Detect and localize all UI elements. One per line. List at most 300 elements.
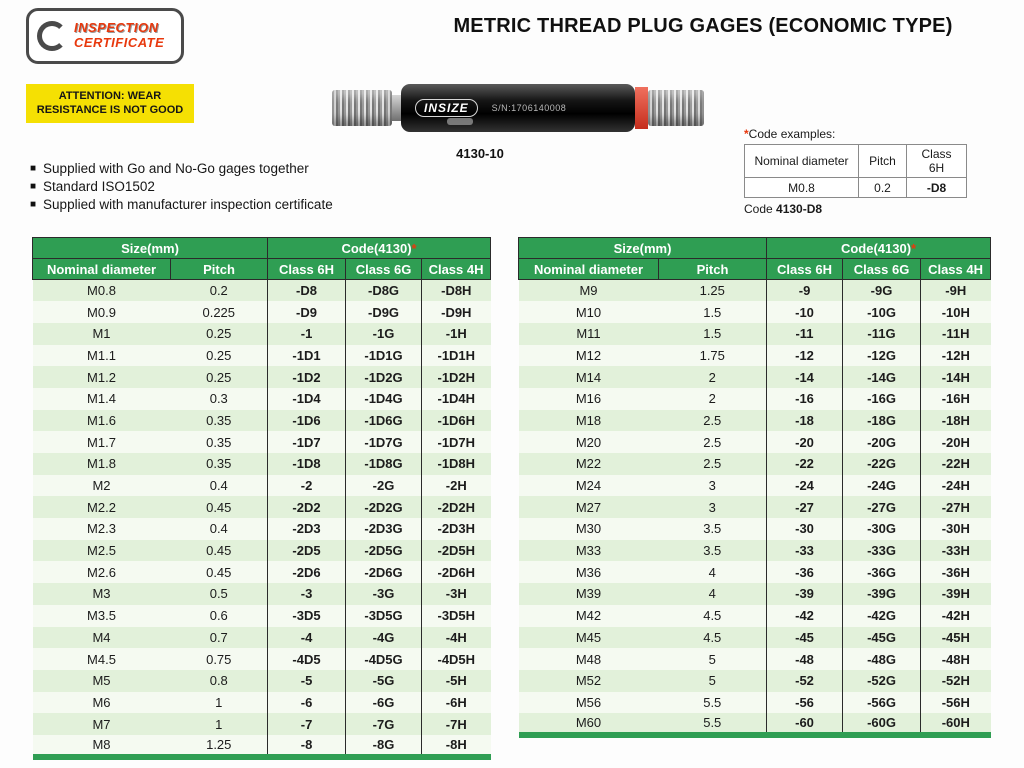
size-cell: M30: [575, 521, 602, 537]
size-cell: 0.45: [206, 543, 232, 559]
size-cell: 2: [708, 369, 716, 385]
no-go-red-band: [635, 87, 648, 129]
product-photo-thread-plug-gage: [332, 78, 704, 138]
feature-text: Standard ISO1502: [43, 179, 155, 194]
code-cell: -1D6G: [346, 410, 422, 432]
code-cell: -D8: [268, 280, 346, 302]
size-cell: 1.25: [699, 283, 725, 299]
table-row: [33, 475, 491, 497]
model-caption: 4130-10: [456, 146, 504, 161]
code-examples-label: Code examples:: [748, 127, 836, 141]
code-cell: -2D5H: [422, 540, 491, 562]
size-cell: 4.5: [703, 608, 722, 624]
size-code-table-right: [518, 237, 991, 738]
code-cell: -8G: [346, 735, 422, 757]
code-cell: -2D6G: [346, 561, 422, 583]
size-group-header: Size(mm): [33, 238, 268, 259]
feature-item: [30, 179, 333, 194]
feature-item: [30, 197, 333, 212]
code-cell: -7H: [422, 713, 491, 735]
code-cell: -2G: [346, 475, 422, 497]
size-cell: 0.5: [209, 586, 228, 602]
size-cell: 0.25: [206, 369, 232, 385]
size-cell: 0.25: [206, 347, 232, 363]
size-cell: M48: [575, 651, 602, 667]
col-header-nominal-diameter: Nominal diameter: [519, 259, 659, 280]
code-cell: -2: [268, 475, 346, 497]
code-cell: -14H: [921, 366, 991, 388]
gage-collar-left: [392, 95, 401, 121]
code-examples-table: [744, 144, 967, 198]
code-cell: -1D4H: [422, 388, 491, 410]
table-row: [519, 518, 991, 540]
size-cell: M45: [575, 629, 602, 645]
code-cell: -48: [767, 648, 843, 670]
group-header-row: [519, 238, 991, 259]
table-row: [33, 583, 491, 605]
code-cell: -27H: [921, 496, 991, 518]
size-cell: 2.5: [703, 456, 722, 472]
code-cell: -22H: [921, 453, 991, 475]
col-header-class-6g: Class 6G: [843, 259, 921, 280]
size-cell: M33: [575, 543, 602, 559]
code-group-header: Code(4130)*: [268, 238, 491, 259]
code-cell: -5H: [422, 670, 491, 692]
size-group-header: Size(mm): [519, 238, 767, 259]
code-cell: -30G: [843, 518, 921, 540]
table-row: [33, 670, 491, 692]
code-cell: -39H: [921, 583, 991, 605]
table-row: [33, 627, 491, 649]
code-cell: -4H: [422, 627, 491, 649]
size-cell: 1: [215, 716, 223, 732]
bullet-square-icon: ■: [30, 181, 37, 192]
code-cell: -9G: [843, 280, 921, 302]
size-cell: 0.25: [206, 326, 232, 342]
size-cell: M7: [92, 716, 111, 732]
col-header-class-4h: Class 4H: [422, 259, 491, 280]
code-cell: -12: [767, 345, 843, 367]
code-cell: -9: [767, 280, 843, 302]
code-cell: -18G: [843, 410, 921, 432]
size-cell: M1.1: [87, 347, 116, 363]
ce-header-pitch: Pitch: [859, 145, 907, 178]
code-cell: -52H: [921, 670, 991, 692]
code-cell: -33H: [921, 540, 991, 562]
code-cell: -1D1H: [422, 345, 491, 367]
code-cell: -D8H: [422, 280, 491, 302]
code-cell: -4: [268, 627, 346, 649]
size-cell: M5: [92, 673, 111, 689]
code-cell: -4D5H: [422, 648, 491, 670]
size-cell: M22: [575, 456, 602, 472]
code-cell: -60G: [843, 713, 921, 735]
code-cell: -7: [268, 713, 346, 735]
code-cell: -1G: [346, 323, 422, 345]
gage-handle-body: [401, 84, 635, 132]
code-cell: -10H: [921, 301, 991, 323]
size-cell: 0.45: [206, 499, 232, 515]
size-cell: 0.2: [209, 283, 228, 299]
table-row: [33, 496, 491, 518]
size-cell: 0.225: [202, 304, 236, 320]
size-cell: M3.5: [87, 608, 116, 624]
code-cell: -27: [767, 496, 843, 518]
size-cell: 1.5: [703, 304, 722, 320]
size-cell: 2.5: [703, 434, 722, 450]
code-cell: -42G: [843, 605, 921, 627]
size-cell: 0.35: [206, 456, 232, 472]
code-cell: -1D2G: [346, 366, 422, 388]
table-row: [519, 692, 991, 714]
table-row: [519, 561, 991, 583]
table-row: [33, 431, 491, 453]
inspection-certificate-logo: [26, 8, 184, 64]
code-cell: -56: [767, 692, 843, 714]
code-cell: -45: [767, 627, 843, 649]
size-cell: 4.5: [703, 629, 722, 645]
table-row: [33, 713, 491, 735]
col-header-class-6g: Class 6G: [346, 259, 422, 280]
size-cell: M56: [575, 694, 602, 710]
asterisk-marker: *: [744, 127, 749, 141]
handle-slot: [447, 118, 473, 125]
code-cell: -1D7H: [422, 431, 491, 453]
size-cell: 0.7: [209, 629, 228, 645]
serial-number: S/N:1706140008: [491, 103, 567, 113]
code-cell: -D9: [268, 301, 346, 323]
col-header-pitch: Pitch: [659, 259, 767, 280]
code-cell: -1D7G: [346, 431, 422, 453]
size-cell: M36: [575, 564, 602, 580]
warning-line1: ATTENTION: WEAR: [58, 90, 162, 102]
size-cell: M1: [92, 326, 111, 342]
size-cell: 2.5: [703, 412, 722, 428]
code-cell: -3D5: [268, 605, 346, 627]
table-row: [33, 692, 491, 714]
code-examples-label-row: [744, 127, 967, 141]
size-cell: 0.4: [209, 521, 228, 537]
code-cell: -8: [268, 735, 346, 757]
code-cell: -52: [767, 670, 843, 692]
table-row: [33, 735, 491, 757]
table-row: [33, 561, 491, 583]
code-cell: -1D1: [268, 345, 346, 367]
size-cell: 1.75: [699, 347, 725, 363]
code-cell: -2D5G: [346, 540, 422, 562]
code-cell: -14: [767, 366, 843, 388]
size-cell: M1.2: [87, 369, 116, 385]
column-header-row: [33, 259, 491, 280]
code-result-line: [744, 202, 967, 216]
size-cell: M3: [92, 586, 111, 602]
code-cell: -3H: [422, 583, 491, 605]
code-cell: -6G: [346, 692, 422, 714]
code-cell: -1H: [422, 323, 491, 345]
go-thread-end: [332, 90, 392, 126]
table-row: [519, 475, 991, 497]
code-cell: -D9G: [346, 301, 422, 323]
size-cell: 3: [708, 499, 716, 515]
code-cell: -7G: [346, 713, 422, 735]
code-cell: -9H: [921, 280, 991, 302]
table-row: [519, 410, 991, 432]
size-cell: 0.4: [209, 478, 228, 494]
table-row: [33, 540, 491, 562]
code-cell: -4D5: [268, 648, 346, 670]
code-cell: -D8G: [346, 280, 422, 302]
size-cell: 4: [708, 564, 716, 580]
table-row: [519, 627, 991, 649]
code-cell: -36H: [921, 561, 991, 583]
feature-text: Supplied with manufacturer inspection certificate: [43, 197, 333, 212]
code-cell: -45H: [921, 627, 991, 649]
code-cell: -20G: [843, 431, 921, 453]
size-cell: 5: [708, 673, 716, 689]
code-cell: -5G: [346, 670, 422, 692]
code-cell: -8H: [422, 735, 491, 757]
ce-value-nominal-diameter: M0.8: [745, 178, 859, 198]
code-cell: -1: [268, 323, 346, 345]
table-row: [33, 301, 491, 323]
size-cell: M4.5: [87, 651, 116, 667]
size-cell: 1.25: [206, 736, 232, 752]
table-row: [33, 518, 491, 540]
code-cell: -5: [268, 670, 346, 692]
table-row: [519, 453, 991, 475]
code-cell: -4G: [346, 627, 422, 649]
col-header-pitch: Pitch: [171, 259, 268, 280]
code-cell: -1D8G: [346, 453, 422, 475]
table-row: [519, 280, 991, 302]
size-cell: M16: [575, 391, 602, 407]
wear-warning-banner: [26, 84, 194, 123]
size-cell: 1.5: [703, 326, 722, 342]
table-row: [519, 366, 991, 388]
code-examples-header-row: [745, 145, 967, 178]
code-cell: -36: [767, 561, 843, 583]
bullet-square-icon: ■: [30, 199, 37, 210]
ce-header-nominal-diameter: Nominal diameter: [745, 145, 859, 178]
table-row: [519, 670, 991, 692]
code-cell: -20H: [921, 431, 991, 453]
code-cell: -1D4: [268, 388, 346, 410]
table-row: [33, 345, 491, 367]
code-cell: -11G: [843, 323, 921, 345]
code-cell: -D9H: [422, 301, 491, 323]
size-cell: M10: [575, 304, 602, 320]
table-row: [519, 605, 991, 627]
code-cell: -24: [767, 475, 843, 497]
code-cell: -2D3G: [346, 518, 422, 540]
size-cell: M1.4: [87, 391, 116, 407]
table-row: [33, 366, 491, 388]
code-cell: -2D3H: [422, 518, 491, 540]
code-cell: -3: [268, 583, 346, 605]
table-row: [33, 410, 491, 432]
ce-value-class-6h: -D8: [907, 178, 967, 198]
table-row: [519, 648, 991, 670]
size-cell: 5.5: [703, 715, 722, 731]
size-cell: M0.8: [87, 283, 116, 299]
code-cell: -2D2G: [346, 496, 422, 518]
size-cell: 1: [215, 694, 223, 710]
code-cell: -56G: [843, 692, 921, 714]
certificate-seal-icon: [37, 21, 67, 51]
col-header-class-6h: Class 6H: [767, 259, 843, 280]
code-cell: -20: [767, 431, 843, 453]
size-cell: 0.75: [206, 651, 232, 667]
size-cell: 0.35: [206, 434, 232, 450]
code-cell: -2D3: [268, 518, 346, 540]
size-cell: 0.45: [206, 564, 232, 580]
code-cell: -1D2H: [422, 366, 491, 388]
table-row: [519, 496, 991, 518]
col-header-class-6h: Class 6H: [268, 259, 346, 280]
size-cell: M24: [575, 478, 602, 494]
asterisk-marker: *: [411, 240, 417, 256]
size-cell: 5.5: [703, 694, 722, 710]
size-cell: M2.3: [87, 521, 116, 537]
size-cell: M60: [575, 715, 602, 731]
bullet-square-icon: ■: [30, 163, 37, 174]
code-cell: -2H: [422, 475, 491, 497]
code-cell: -33G: [843, 540, 921, 562]
table-row: [33, 648, 491, 670]
code-cell: -60: [767, 713, 843, 735]
size-cell: M6: [92, 694, 111, 710]
certificate-logo-line1: INSPECTION: [74, 20, 159, 36]
table-row: [519, 323, 991, 345]
size-cell: M2.6: [87, 564, 116, 580]
code-cell: -14G: [843, 366, 921, 388]
group-header-row: [33, 238, 491, 259]
code-cell: -42H: [921, 605, 991, 627]
code-cell: -12G: [843, 345, 921, 367]
table-row: [519, 345, 991, 367]
code-cell: -48H: [921, 648, 991, 670]
code-cell: -27G: [843, 496, 921, 518]
table-row: [33, 605, 491, 627]
size-cell: M2: [92, 478, 111, 494]
size-cell: M2.5: [87, 543, 116, 559]
size-cell: M2.2: [87, 499, 116, 515]
table-row: [519, 583, 991, 605]
code-cell: -60H: [921, 713, 991, 735]
code-cell: -10G: [843, 301, 921, 323]
size-cell: M1.6: [87, 412, 116, 428]
code-cell: -1D2: [268, 366, 346, 388]
certificate-logo-text: [74, 21, 164, 51]
code-cell: -42: [767, 605, 843, 627]
code-cell: -1D7: [268, 431, 346, 453]
size-cell: M8: [92, 736, 111, 752]
table-row: [519, 301, 991, 323]
code-cell: -56H: [921, 692, 991, 714]
code-cell: -3D5G: [346, 605, 422, 627]
code-cell: -10: [767, 301, 843, 323]
no-go-thread-end: [648, 90, 704, 126]
size-cell: M27: [575, 499, 602, 515]
size-cell: 3.5: [703, 543, 722, 559]
code-cell: -22: [767, 453, 843, 475]
size-cell: 3.5: [703, 521, 722, 537]
brand-logo: INSIZE: [415, 99, 478, 117]
ce-header-class-6h: Class 6H: [907, 145, 967, 178]
code-cell: -33: [767, 540, 843, 562]
size-cell: M0.9: [87, 304, 116, 320]
size-cell: M12: [575, 347, 602, 363]
col-header-nominal-diameter: Nominal diameter: [33, 259, 171, 280]
size-cell: 0.8: [209, 673, 228, 689]
code-cell: -24G: [843, 475, 921, 497]
size-cell: M52: [575, 673, 602, 689]
code-result-value: 4130-D8: [776, 202, 823, 216]
code-cell: -2D6H: [422, 561, 491, 583]
code-cell: -3D5H: [422, 605, 491, 627]
table-row: [519, 388, 991, 410]
feature-text: Supplied with Go and No-Go gages together: [43, 161, 309, 176]
code-cell: -1D1G: [346, 345, 422, 367]
code-cell: -16G: [843, 388, 921, 410]
code-cell: -16H: [921, 388, 991, 410]
code-cell: -22G: [843, 453, 921, 475]
code-examples-block: [744, 127, 967, 216]
code-cell: -2D6: [268, 561, 346, 583]
col-header-class-4h: Class 4H: [921, 259, 991, 280]
code-cell: -12H: [921, 345, 991, 367]
size-cell: M42: [575, 608, 602, 624]
code-cell: -24H: [921, 475, 991, 497]
code-cell: -36G: [843, 561, 921, 583]
code-result-label: Code: [744, 202, 777, 216]
code-cell: -6: [268, 692, 346, 714]
code-cell: -3G: [346, 583, 422, 605]
code-cell: -16: [767, 388, 843, 410]
size-cell: M14: [575, 369, 602, 385]
ce-value-pitch: 0.2: [859, 178, 907, 198]
code-cell: -52G: [843, 670, 921, 692]
size-cell: 5: [708, 651, 716, 667]
code-cell: -1D8H: [422, 453, 491, 475]
size-cell: M1.7: [87, 434, 116, 450]
size-code-table-left: [32, 237, 491, 760]
code-cell: -48G: [843, 648, 921, 670]
asterisk-marker: *: [911, 240, 917, 256]
code-cell: -11: [767, 323, 843, 345]
table-row: [33, 280, 491, 302]
code-cell: -2D2H: [422, 496, 491, 518]
page-title: METRIC THREAD PLUG GAGES (ECONOMIC TYPE): [453, 15, 953, 37]
certificate-logo-line2: CERTIFICATE: [74, 35, 165, 50]
size-cell: 0.3: [209, 391, 228, 407]
code-cell: -1D6: [268, 410, 346, 432]
table-row: [33, 323, 491, 345]
code-cell: -4D5G: [346, 648, 422, 670]
code-cell: -1D6H: [422, 410, 491, 432]
size-cell: 2: [708, 391, 716, 407]
size-cell: 0.35: [206, 412, 232, 428]
code-cell: -2D2: [268, 496, 346, 518]
code-cell: -18: [767, 410, 843, 432]
size-cell: 0.6: [209, 608, 228, 624]
code-cell: -6H: [422, 692, 491, 714]
table-row: [33, 388, 491, 410]
code-examples-data-row: [745, 178, 967, 198]
code-cell: -11H: [921, 323, 991, 345]
table-row: [519, 431, 991, 453]
size-cell: 4: [708, 586, 716, 602]
